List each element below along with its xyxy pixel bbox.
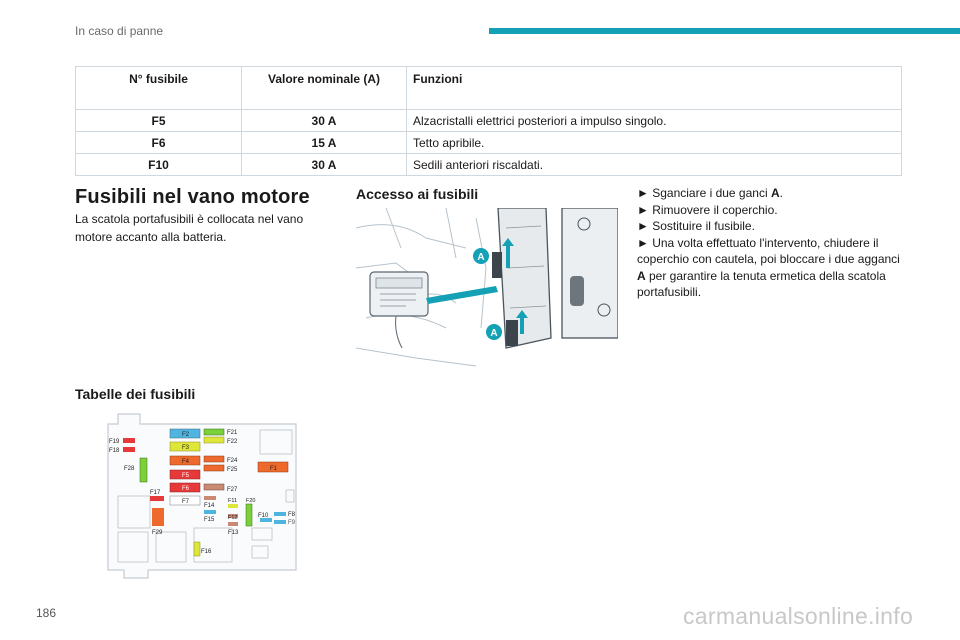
step-2: ► Rimuovere il coperchio. xyxy=(637,202,778,217)
svg-text:F12: F12 xyxy=(228,515,238,521)
fuse-f14 xyxy=(204,496,216,500)
fuse-f20 xyxy=(246,504,252,526)
svg-text:F4: F4 xyxy=(182,459,190,465)
pointer-bar xyxy=(426,286,498,304)
fuse-function: Sedili anteriori riscaldati. xyxy=(407,154,902,176)
fuse-table-header-row xyxy=(76,67,902,110)
fuse-tables-title: Tabelle dei fusibili xyxy=(75,386,196,402)
fuse-number: F6 xyxy=(76,132,242,154)
fuse-rating: 30 A xyxy=(242,110,407,132)
header-fuse-number: N° fusibile xyxy=(76,67,242,110)
page-number: 186 xyxy=(36,606,57,620)
fuse-rating: 15 A xyxy=(242,132,407,154)
svg-text:F28: F28 xyxy=(124,466,135,472)
access-steps xyxy=(637,185,907,301)
svg-text:F24: F24 xyxy=(227,458,238,464)
access-title: Accesso ai fusibili xyxy=(356,186,479,202)
fuse-f25 xyxy=(204,465,224,471)
hook-marker-a-top xyxy=(473,248,489,264)
svg-text:F22: F22 xyxy=(227,439,238,445)
header-rating: Valore nominale (A) xyxy=(242,67,407,110)
step-1: ► Sganciare i due ganci A. xyxy=(637,186,783,200)
fuse-f11 xyxy=(228,504,238,508)
svg-text:F16: F16 xyxy=(201,549,212,555)
fuse-table xyxy=(75,66,902,176)
table-row xyxy=(76,110,902,132)
fuse-f24 xyxy=(204,456,224,462)
step-4: ► Una volta effettuato l'intervento, chiudere il coperchio con cautela, poi bloccare i due agganci A per garantire la tenuta ermetica della scatola portafusibili. xyxy=(637,235,900,299)
svg-text:F8: F8 xyxy=(288,512,296,518)
fuse-box-main xyxy=(492,208,618,348)
fuse-f8 xyxy=(274,512,286,516)
fuse-f19 xyxy=(123,438,135,443)
svg-text:F15: F15 xyxy=(204,517,215,523)
fuse-f9 xyxy=(274,520,286,524)
table-row xyxy=(76,132,902,154)
fuse-number: F5 xyxy=(76,110,242,132)
section-title: Fusibili nel vano motore xyxy=(75,186,310,208)
header-accent-bar xyxy=(489,28,960,34)
svg-text:F9: F9 xyxy=(288,520,296,526)
svg-text:F6: F6 xyxy=(182,486,190,492)
fuse-box-closeup-left xyxy=(370,272,428,348)
hook-ref: A xyxy=(770,186,780,200)
svg-text:F27: F27 xyxy=(227,487,238,493)
hook-marker-a-bottom xyxy=(486,324,502,340)
fuse-box-diagram xyxy=(100,410,300,580)
svg-text:F18: F18 xyxy=(109,448,120,454)
hook-label-a-top: A xyxy=(477,252,485,263)
section-text: La scatola portafusibili è collocata nel vano motore accanto alla batteria. xyxy=(75,212,304,244)
fuse-f17 xyxy=(150,496,164,501)
hook-ref: A xyxy=(637,268,646,283)
header-functions: Funzioni xyxy=(407,67,902,110)
svg-text:F2: F2 xyxy=(182,432,190,438)
hook-label-a-bottom: A xyxy=(490,328,498,339)
svg-text:F11: F11 xyxy=(228,498,238,504)
svg-text:F10: F10 xyxy=(258,513,269,519)
svg-text:F25: F25 xyxy=(227,467,238,473)
fuse-function: Alzacristalli elettrici posteriori a impulso singolo. xyxy=(407,110,902,132)
fuse-f21 xyxy=(204,429,224,435)
svg-text:F14: F14 xyxy=(204,503,215,509)
fuse-f18 xyxy=(123,447,135,452)
svg-text:F19: F19 xyxy=(109,439,120,445)
svg-text:F21: F21 xyxy=(227,430,238,436)
table-row xyxy=(76,154,902,176)
watermark: carmanualsonline.info xyxy=(683,603,914,629)
fuse-f15 xyxy=(204,510,216,514)
svg-text:F17: F17 xyxy=(150,490,161,496)
fuse-f27 xyxy=(204,484,224,490)
svg-text:F3: F3 xyxy=(182,445,190,451)
running-header: In caso di panne xyxy=(75,24,164,38)
fuse-rating: 30 A xyxy=(242,154,407,176)
svg-text:F1: F1 xyxy=(270,466,278,472)
fuse-f22 xyxy=(204,437,224,443)
fuse-f13 xyxy=(228,522,238,526)
fuse-f28 xyxy=(140,458,147,482)
engine-bay-illustration xyxy=(356,208,618,370)
fuse-function: Tetto apribile. xyxy=(407,132,902,154)
fuse-f16 xyxy=(194,542,200,556)
svg-text:F29: F29 xyxy=(152,530,163,536)
step-3: ► Sostituire il fusibile. xyxy=(637,219,755,233)
svg-text:F13: F13 xyxy=(228,530,239,536)
svg-text:F20: F20 xyxy=(246,498,256,504)
fuse-number: F10 xyxy=(76,154,242,176)
svg-text:F5: F5 xyxy=(182,473,190,479)
fuse-f29 xyxy=(152,508,164,526)
svg-text:F7: F7 xyxy=(182,499,190,505)
